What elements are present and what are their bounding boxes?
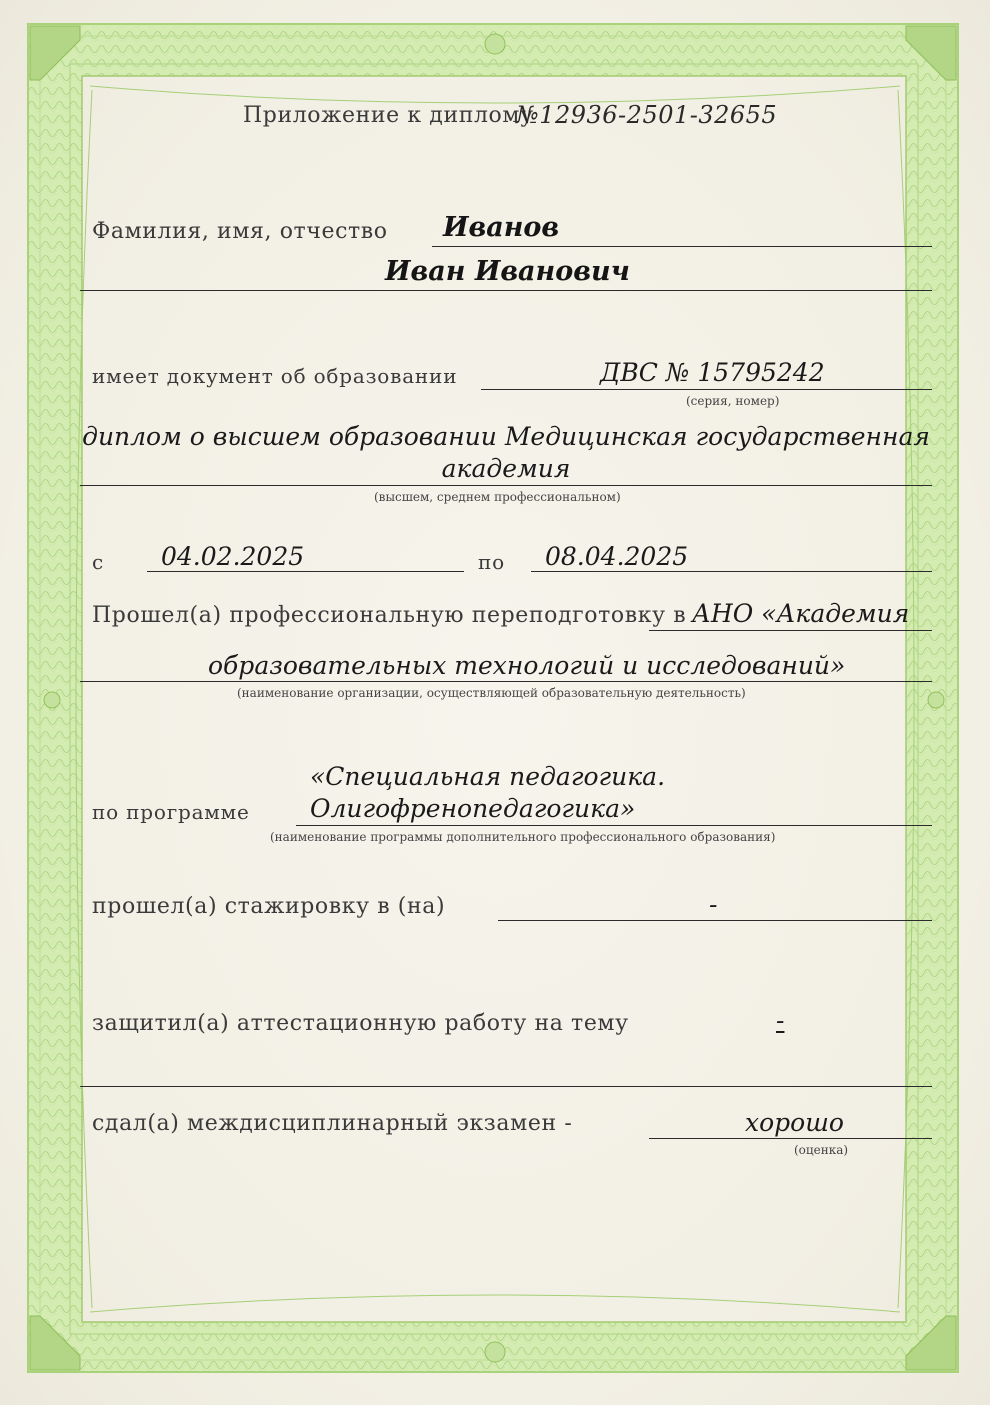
surname-underline <box>432 246 932 247</box>
period-from-underline <box>147 571 464 572</box>
exam-grade-underline <box>649 1138 932 1139</box>
period-to-date: 08.04.2025 <box>545 542 689 571</box>
education-doc-description-hint: (высшем, среднем профессиональном) <box>374 490 621 504</box>
internship-label: прошел(а) стажировку в (на) <box>92 894 446 919</box>
exam-grade: хорошо <box>745 1108 844 1137</box>
fio-label: Фамилия, имя, отчество <box>92 219 388 244</box>
retraining-org-hint: (наименование организации, осуществляющей образовательную деятельность) <box>237 686 746 700</box>
program-label: по программе <box>92 800 250 824</box>
education-doc-description-underline <box>80 485 932 486</box>
name-patronymic-value: Иван Иванович <box>385 256 630 287</box>
diploma-number: №12936-2501-32655 <box>516 101 778 129</box>
internship-value: - <box>709 890 718 919</box>
retraining-org-underline2 <box>80 681 932 682</box>
period-from-date: 04.02.2025 <box>161 542 305 571</box>
program-underline <box>296 825 932 826</box>
education-doc-description-line2: академия <box>441 454 571 483</box>
exam-label: сдал(а) междисциплинарный экзамен - <box>92 1111 573 1136</box>
period-to-label: по <box>478 550 505 574</box>
name-underline <box>80 290 932 291</box>
retraining-org-line2: образовательных технологий и исследований» <box>208 651 846 680</box>
surname-value: Иванов <box>443 212 560 243</box>
internship-underline <box>498 920 932 921</box>
education-doc-underline <box>481 389 932 390</box>
exam-grade-hint: (оценка) <box>794 1143 849 1157</box>
program-hint: (наименование программы дополнительного профессионального образования) <box>270 830 776 844</box>
period-from-label: с <box>92 550 105 574</box>
education-doc-label: имеет документ об образовании <box>92 364 458 388</box>
retraining-org-line1: АНО «Академия <box>692 599 910 628</box>
retraining-org-underline1 <box>649 630 932 631</box>
thesis-underline <box>80 1086 932 1087</box>
title-label: Приложение к диплому <box>243 103 534 128</box>
program-name-line2: Олигофренопедагогика» <box>310 794 636 823</box>
education-doc-number-hint: (серия, номер) <box>686 394 780 408</box>
period-to-underline <box>531 571 932 572</box>
program-name-line1: «Специальная педагогика. <box>310 762 666 791</box>
thesis-value: - <box>776 1006 785 1035</box>
education-doc-description-line1: диплом о высшем образовании Медицинская государственная <box>82 422 930 451</box>
thesis-label: защитил(а) аттестационную работу на тему <box>92 1011 629 1036</box>
education-doc-number: ДВС № 15795242 <box>600 358 825 387</box>
retraining-label: Прошел(а) профессиональную переподготовку в <box>92 603 687 628</box>
